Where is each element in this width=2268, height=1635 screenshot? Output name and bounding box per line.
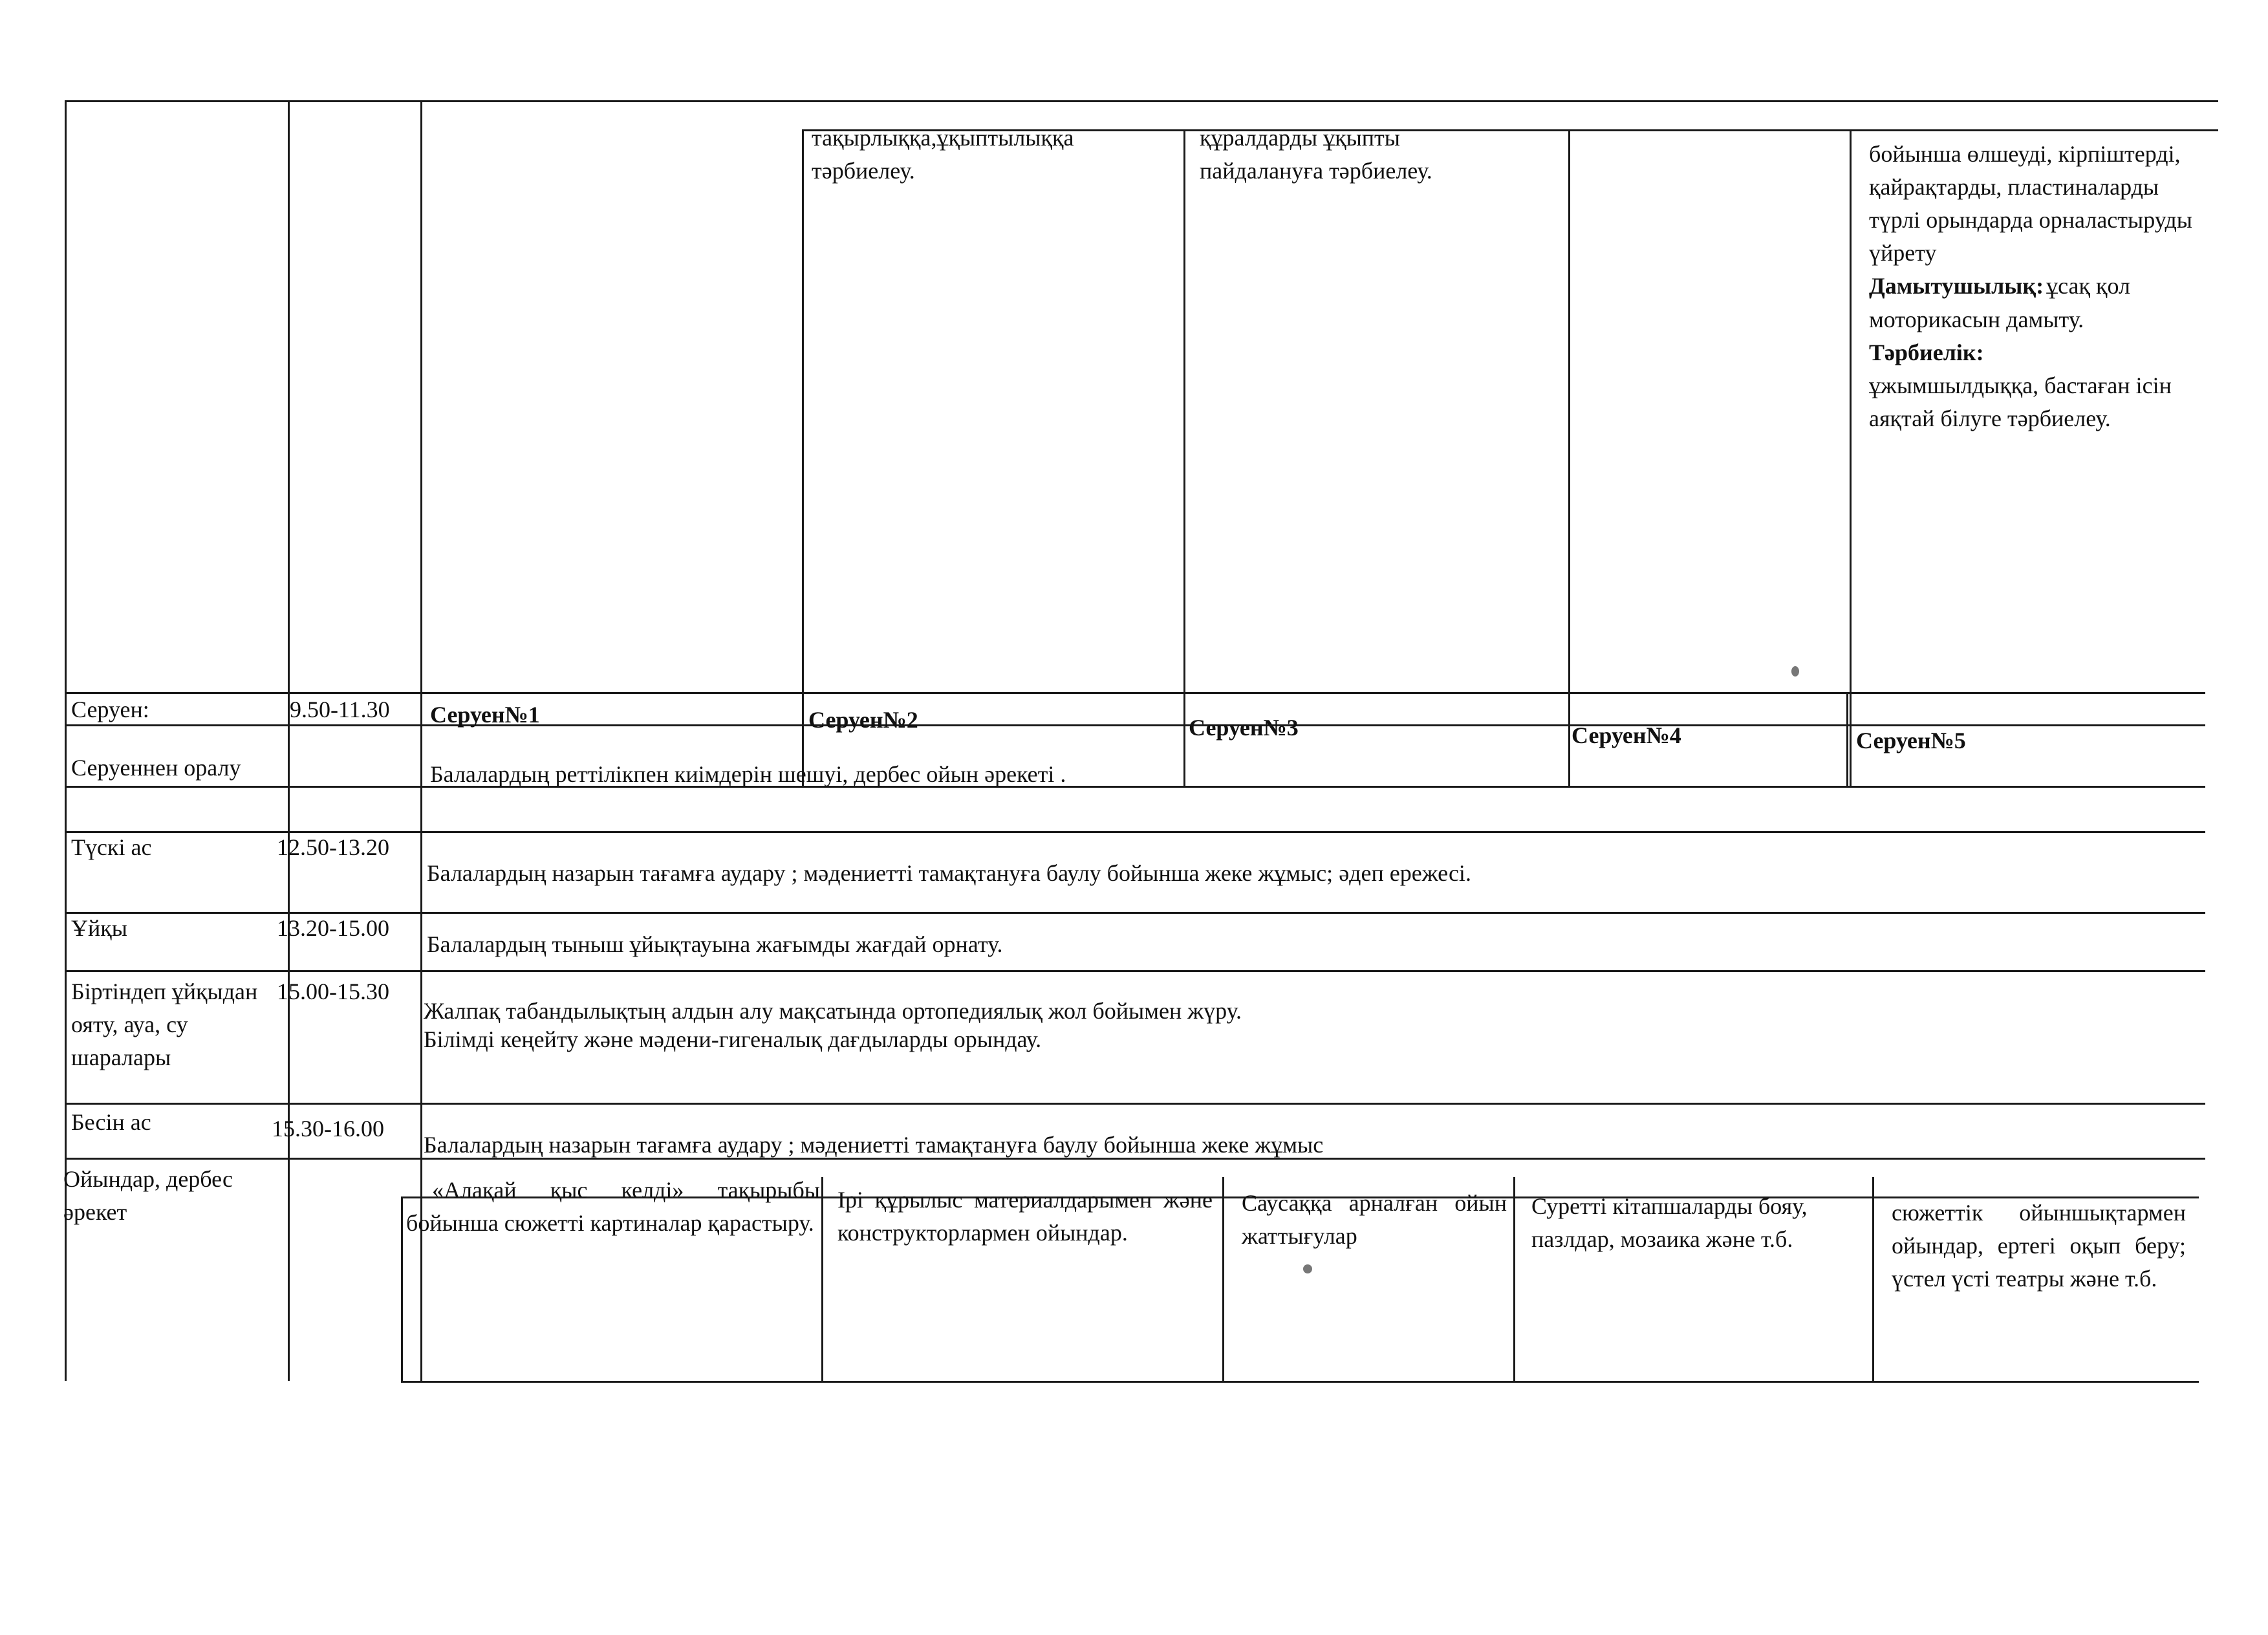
games-cell-5: сюжеттік ойыншықтармен ойындар, ертегі оқып беру; үстел үсті театры және т.б. xyxy=(1892,1200,2186,1292)
row-sep-6 xyxy=(65,970,2205,972)
walk-4: Серуен№4 xyxy=(1571,722,1681,748)
row-return-label: Серуеннен оралу xyxy=(71,755,241,781)
col-divider-3 xyxy=(802,129,804,786)
development-text: ұсақ қол моторикасын дамыту. xyxy=(1869,273,2131,332)
col-divider-5 xyxy=(1568,129,1570,786)
col-divider-4 xyxy=(1183,129,1185,786)
walk-5: Серуен№5 xyxy=(1856,728,1966,753)
walk-divider-4 xyxy=(1846,692,1848,786)
row-lunch-time: 12.50-13.20 xyxy=(277,834,389,860)
row-snack-label: Бесін ас xyxy=(71,1109,151,1135)
games-divider-2 xyxy=(1222,1177,1224,1381)
walk-divider-3 xyxy=(1568,692,1570,786)
games-divider-3 xyxy=(1513,1177,1515,1381)
walk-1: Серуен№1 xyxy=(430,702,540,728)
walk-divider-2 xyxy=(1183,692,1185,786)
games-divider-1 xyxy=(821,1177,823,1381)
row-sep-7 xyxy=(65,1103,2205,1105)
games-cell-1: «Алақай қыс келді» тақырыбы бойынша сюжетті картиналар қарастыру. xyxy=(406,1177,820,1237)
row-sleep-time: 13.20-15.00 xyxy=(277,915,389,941)
scan-speck xyxy=(1791,666,1799,677)
row-snack-time: 15.30-16.00 xyxy=(272,1116,384,1142)
games-cell-3: Саусаққа арналған ойын жаттығулар xyxy=(1242,1190,1507,1250)
top-row-col7 xyxy=(1869,138,2192,435)
education-text: ұжымшылдыққа, бастаған ісін аяқтай білуге тәрбиелеу. xyxy=(1869,372,2172,431)
row-wakeup-content-2: Білімді кеңейту және мәдени-гигеналық дағдыларды орындау. xyxy=(424,1026,1042,1052)
games-cell-4: Суретті кітапшаларды бояу, пазлдар, мозаика және т.б. xyxy=(1531,1193,1808,1253)
row-lunch-label: Түскі ас xyxy=(71,834,152,860)
row-wakeup-label: Біртіндеп ұйқыдан ояту, ауа, су шаралары xyxy=(71,979,258,1071)
top-row-col7-text: бойынша өлшеуді, кірпіштерді, қайрақтарды, пластиналарды түрлі орындарда орналастыруды үйрету xyxy=(1869,141,2192,266)
row-sep-3 xyxy=(65,786,2205,788)
table-top-border xyxy=(65,100,2218,102)
row-games-label: Ойындар, дербес әрекет xyxy=(63,1166,233,1226)
row-walk-time: 9.50-11.30 xyxy=(290,697,390,722)
row-sleep-content: Балалардың тыныш ұйықтауына жағымды жағдай орнату. xyxy=(427,931,1003,957)
top-row-col5-text: құралдарды ұқыпты пайдалануға тәрбиелеу. xyxy=(1200,125,1432,184)
col-divider-6 xyxy=(1850,129,1852,786)
games-divider-4 xyxy=(1872,1177,1874,1381)
row-wakeup-content-1: Жалпақ табандылықтың алдын алу мақсатында ортопедиялық жол бойымен жүру. xyxy=(424,998,1242,1024)
walk-2: Серуен№2 xyxy=(808,707,918,733)
row-snack-content: Балалардың назарын тағамға аудару ; мәдениетті тамақтануға баулу бойынша жеке жұмыс xyxy=(424,1132,1324,1158)
row-lunch-content: Балалардың назарын тағамға аудару ; мәдениетті тамақтануға баулу бойынша жеке жұмыс; әдеп ережесі. xyxy=(427,860,1471,886)
games-divider-0 xyxy=(401,1196,403,1381)
games-cell-2: Ірі құрылыс материалдарымен және конструкторлармен ойындар. xyxy=(837,1187,1213,1246)
walk-3: Серуен№3 xyxy=(1189,715,1299,741)
row-sleep-label: Ұйқы xyxy=(71,915,127,941)
col-divider-time xyxy=(288,100,290,1381)
development-label: Дамытушылық: xyxy=(1869,273,2044,299)
education-label: Тәрбиелік: xyxy=(1869,339,1984,365)
row-wakeup-time: 15.00-15.30 xyxy=(277,979,389,1004)
table-bottom-border xyxy=(401,1381,2199,1383)
row-walk-label: Серуен: xyxy=(71,697,149,722)
row-return-content: Балалардың реттілікпен киімдерін шешуі, дербес ойын әрекеті . xyxy=(430,761,1066,787)
top-row-col4-text: тақырлыққа,ұқыптылыққа тәрбиелеу. xyxy=(812,125,1074,184)
scan-speck xyxy=(1303,1264,1312,1273)
